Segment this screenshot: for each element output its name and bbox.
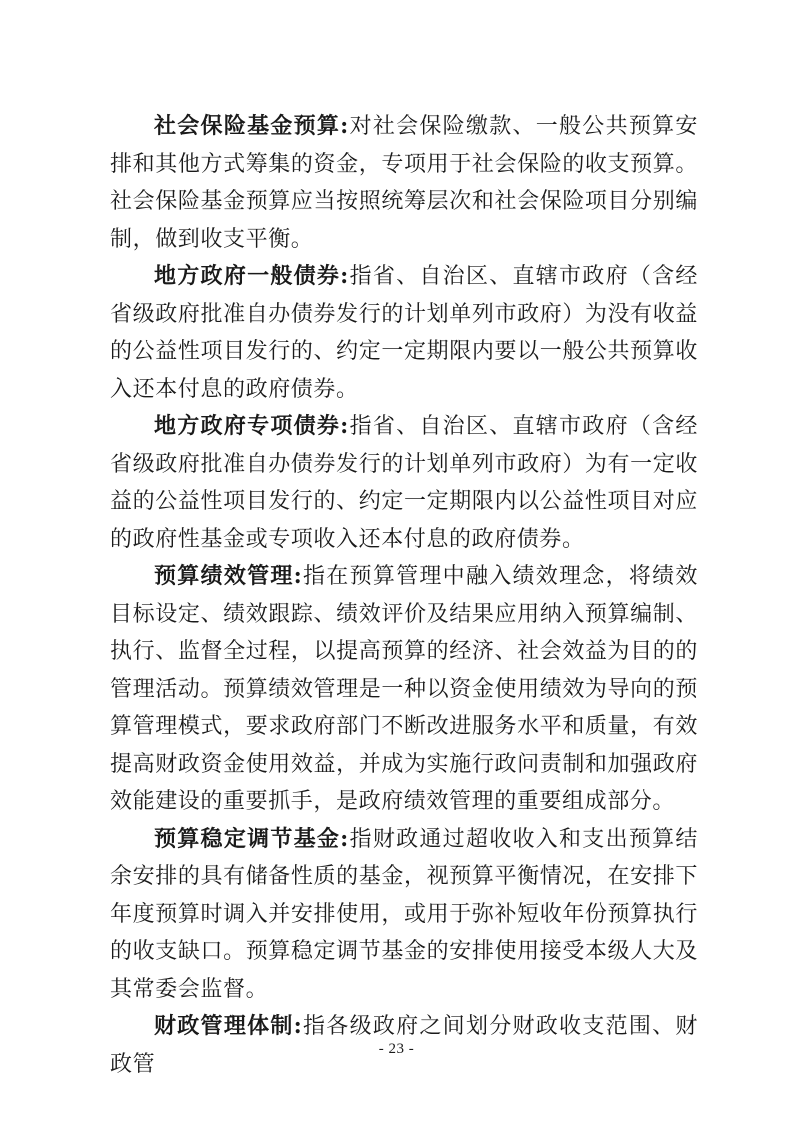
definition-text: 指在预算管理中融入绩效理念，将绩效目标设定、绩效跟踪、绩效评价及结果应用纳入预算编制、执行、监督全过程，以提高预算的经济、社会效益为目的的管理活动。预算绩效管理是一种以资金使用绩效为导向的预算管理模式，要求政府部门不断改进服务水平和质量，有效提高财政资金使用效益，并成为实施行政问责制和加强政府效能建设的重要抓手，是政府绩效管理的重要组成部分。: [110, 564, 698, 814]
definition-text: 指财政通过超收收入和支出预算结余安排的具有储备性质的基金，视预算平衡情况，在安排下年度预算时调入并安排使用，或用于弥补短收年份预算执行的收支缺口。预算稳定调节基金的安排使用接受本级人大及其常委会监督。: [110, 826, 698, 1002]
glossary-body: [110, 108, 698, 1083]
term-label: 预算稳定调节基金:: [154, 825, 349, 852]
page-number: - 23 -: [378, 1041, 415, 1057]
definition-local-special-bonds: [110, 408, 698, 558]
term-label: 财政管理体制:: [154, 1013, 303, 1039]
definition-local-general-bonds: [110, 258, 698, 408]
definition-text: 指省、自治区、直辖市政府（含经省级政府批准自办债券发行的计划单列市政府）为没有收益的公益性项目发行的、约定一定期限内要以一般公共预算收入还本付息的政府债券。: [110, 264, 698, 402]
definition-text: 指各级政府之间划分财政收支范围、财政管: [110, 1014, 698, 1077]
term-label: 地方政府专项债券:: [154, 413, 349, 439]
definition-budget-stabilization-fund: [110, 821, 698, 1009]
term-label: 社会保险基金预算:: [154, 113, 349, 139]
definition-text: 对社会保险缴款、一般公共预算安排和其他方式筹集的资金，专项用于社会保险的收支预算。社会保险基金预算应当按照统筹层次和社会保险项目分别编制，做到收支平衡。: [110, 114, 698, 252]
term-label: 地方政府一般债券:: [154, 263, 349, 289]
definition-text: 指省、自治区、直辖市政府（含经省级政府批准自办债券发行的计划单列市政府）为有一定收益的公益性项目发行的、约定一定期限内以公益性项目对应的政府性基金或专项收入还本付息的政府债券。: [110, 414, 698, 552]
definition-budget-performance-management: [110, 558, 698, 821]
term-label: 预算绩效管理:: [154, 563, 303, 589]
definition-social-insurance-fund-budget: [110, 108, 698, 258]
